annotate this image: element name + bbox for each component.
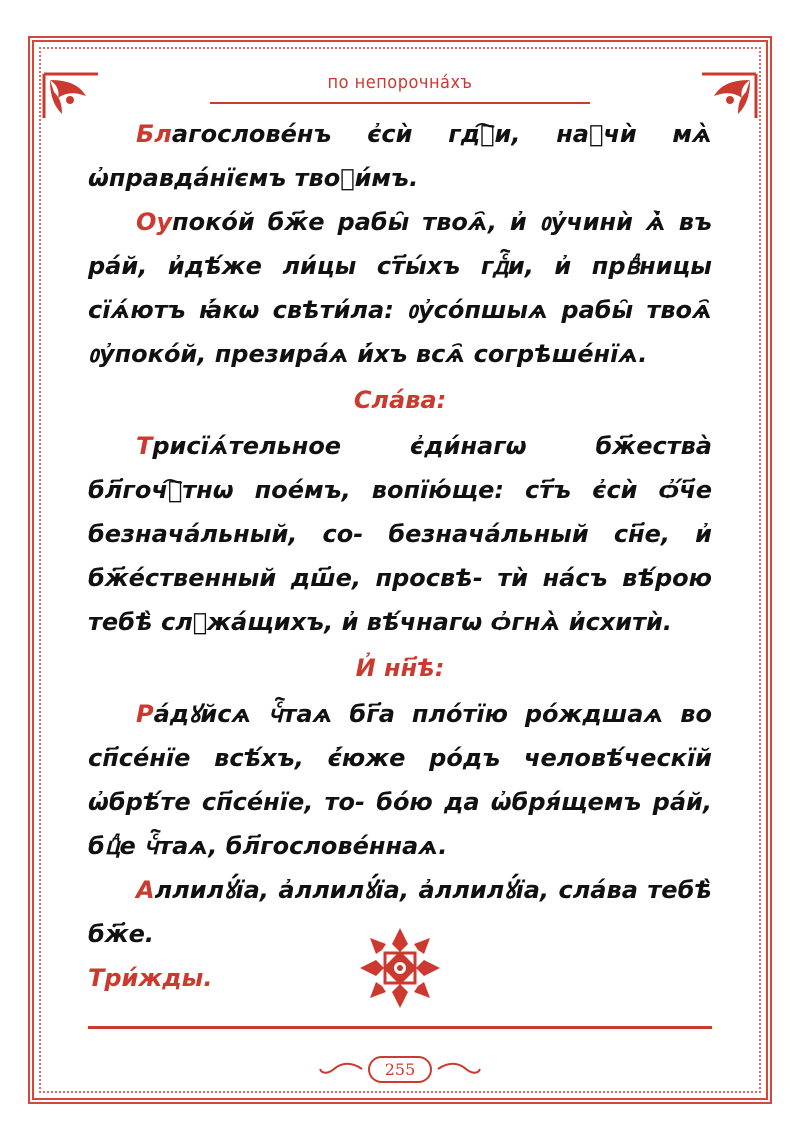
- paragraph-text: агослове́нъ є҆сѝ гдⷭ҇и, наꙋчѝ мѧ̀ ѡ҆правда́нїємъ твоꙵи́мъ.: [88, 120, 712, 192]
- paragraph-3: [88, 424, 712, 644]
- drop-initial: Р: [136, 700, 154, 728]
- drop-initial: Бл: [136, 120, 172, 148]
- page-number: 255: [368, 1056, 432, 1083]
- page-number-container: [0, 1056, 800, 1083]
- rosette-ornament-icon: [358, 926, 442, 1010]
- drop-initial: Т: [136, 432, 153, 460]
- header-title: по непорочна́хъ: [327, 72, 473, 93]
- running-header: [0, 72, 800, 93]
- header-rule: [210, 102, 590, 104]
- drop-initial: А: [136, 876, 155, 904]
- paragraph-text: а́дꙋйсѧ чⷭ҇таѧ бг҃а пло́тїю ро́ждшаѧ во сп҃се́нїе всѣ́хъ, є҆́юже ро́дъ человѣ́ческїй ѡ҆брѣ́те сп҃се́нїе, то- бо́ю да ѡ҆бря́щемъ ра́й, бцⷣе чⷭ҇таѧ, бл҃гослове́ннаѧ.: [88, 700, 712, 860]
- section-heading-glory: Сла́ва:: [353, 386, 447, 414]
- text-block: [88, 112, 712, 1000]
- drop-initial: Оу: [136, 208, 173, 236]
- footer-rule: [88, 1026, 712, 1029]
- paragraph-text: поко́й бж҃е рабы̑ твоѧ҄, и҆ ᲂу҆чинѝ ѧ҆̀ въ ра́й, и҆дѣ́же ли́цы ст҃ы́хъ гдⷭ҇и, и҆ првⷣницы сїѧ́ютъ ꙗ҆́кѡ свѣти́ла: ᲂу҆со́пшыѧ рабы̑ твоѧ҄ ᲂу҆поко́й, презира́ѧ и҆́хъ всѧ҄ согрѣше́нїѧ.: [88, 208, 712, 368]
- paragraph-2: [88, 200, 712, 376]
- rubric-thrice: Три́жды.: [88, 964, 213, 992]
- paragraph-1: [88, 112, 712, 200]
- paragraph-text: рисїѧ́тельное є҆ди́нагѡ бж҃ества̀ бл҃гочⷭ҇тнѡ пое́мъ, вопїю́ще: ст҃ъ є҆сѝ ѻ҆́ч҃е безнача́льный, со- безнача́льный сн҃е, и҆ бж҃е́ственный дш҃е, просвѣ- тѝ на́съ вѣ́рою тебѣ̀ слꙋжа́щихъ, и҆ вѣ́чнагѡ ѻ҆гнѧ̀ и҆схитѝ.: [88, 432, 712, 636]
- paragraph-text: ллилꙋ́їа, а҆ллилꙋ́їа, а҆ллилꙋ́їа, сла́ва тебѣ̀ бж҃е.: [88, 876, 712, 948]
- section-heading-now: И҆ нн҃ѣ:: [355, 654, 445, 682]
- paragraph-4: [88, 692, 712, 868]
